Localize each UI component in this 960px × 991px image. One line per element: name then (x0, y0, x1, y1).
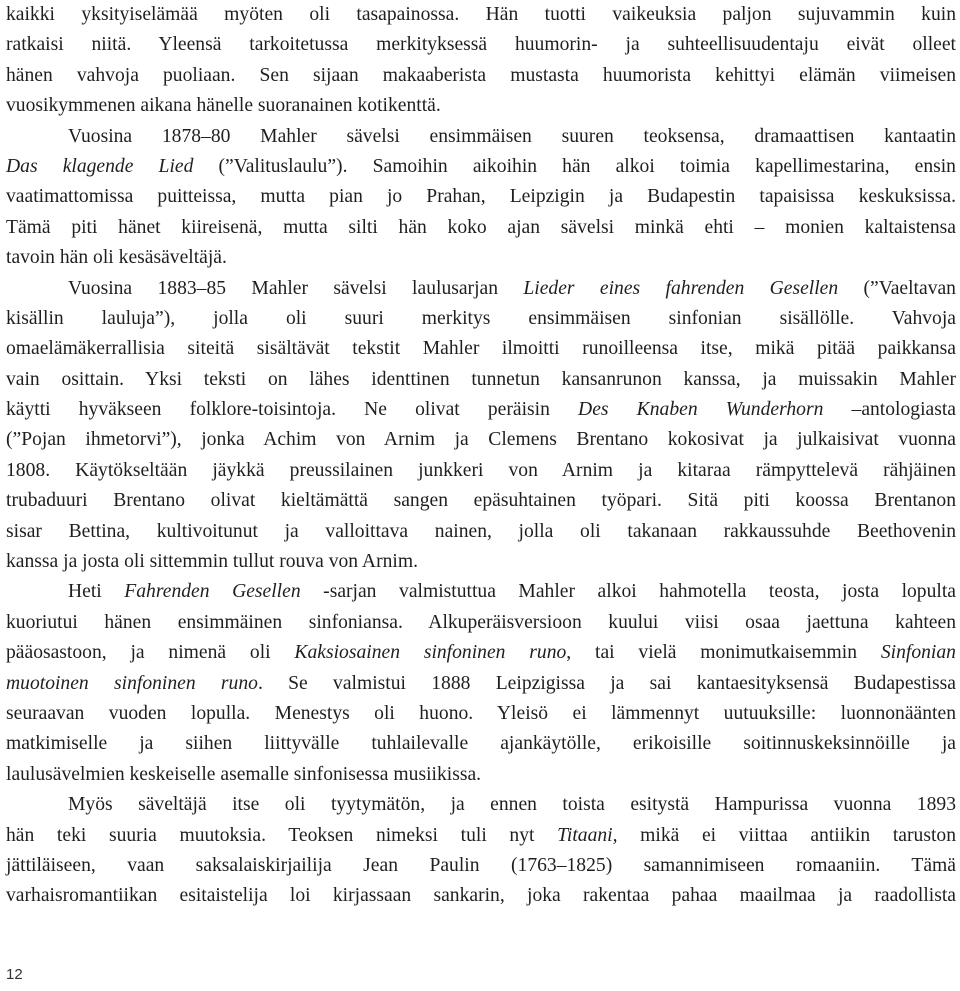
text-segment: vuosikymmenen aikana hänelle suoranainen kotikenttä. (6, 95, 441, 117)
text-segment: ratkaisi niitä. Yleensä tarkoitetussa merkityksessä huumorin- ja suhteellisuudentaju eivät olleet (6, 34, 956, 56)
text-segment: tavoin hän oli kesäsäveltäjä. (6, 247, 227, 269)
body-text (6, 0, 956, 912)
text-line (6, 122, 956, 152)
text-segment: hän teki suuria muutoksia. Teoksen nimeksi tuli nyt (6, 824, 558, 846)
text-segment: hänen vahvoja puoliaan. Sen sijaan makaaberista mustasta huumorista kehittyi elämän viimeisen (6, 64, 956, 86)
text-segment: (”Pojan ihmetorvi”), jonka Achim von Arnim ja Clemens Brentano kokosivat ja julkaisivat vuonna (6, 429, 956, 451)
text-segment: Vuosina 1878–80 Mahler sävelsi ensimmäisen suuren teoksensa, dramaattisen kantaatin (68, 125, 956, 147)
text-line (6, 274, 956, 304)
text-segment: Heti (68, 581, 125, 603)
italic-text: Kaksiosainen sinfoninen runo (294, 642, 567, 664)
text-segment: varhaisromantiikan esitaistelija loi kirjassaan sankarin, joka rakentaa pahaa maailmaa ja raadollista (6, 885, 956, 907)
text-line (6, 790, 956, 820)
text-segment: mikä ei viittaa antiikin taruston (617, 824, 956, 846)
text-line (6, 517, 956, 547)
text-segment: sisar Bettina, kultivoitunut ja valloittava nainen, jolla oli takanaan rakkaussuhde Beethovenin (6, 520, 956, 542)
text-segment: omaelämäkerrallisia siteitä sisältävät tekstit Mahler ilmoitti runoilleensa itse, mikä pitää paikkansa (6, 338, 956, 360)
italic-text: Des Knaben Wunderhorn (578, 399, 824, 421)
text-line (6, 608, 956, 638)
text-segment: kisällin lauluja”), jolla oli suuri merkitys ensimmäisen sinfonian sisällölle. Vahvoja (6, 307, 956, 329)
text-line (6, 638, 956, 668)
text-line (6, 577, 956, 607)
text-segment: trubaduuri Brentano olivat kieltämättä sangen epäsuhtainen työpari. Sitä piti koossa Brentanon (6, 490, 956, 512)
text-line (6, 365, 956, 395)
text-line (6, 486, 956, 516)
text-line (6, 395, 956, 425)
text-segment: . Se valmistui 1888 Leipzigissa ja sai kantaesityksensä Budapestissa (257, 672, 956, 694)
italic-text: Lieder eines fahrenden Gesellen (523, 277, 839, 299)
text-segment: Myös säveltäjä itse oli tyytymätön, ja ennen toista esitystä Hampurissa vuonna 1893 (68, 794, 956, 816)
italic-text: Das klagende Lied (6, 155, 194, 177)
text-line (6, 304, 956, 334)
text-segment: matkimiselle ja siihen liittyvälle tuhlailevalle ajankäytölle, erikoisille soitinnuskeksinnöille ja (6, 733, 956, 755)
document-page (6, 0, 956, 912)
text-line (6, 881, 956, 911)
text-line (6, 91, 956, 121)
text-line (6, 547, 956, 577)
italic-text: muotoinen sinfoninen runo (6, 672, 258, 694)
text-line (6, 760, 956, 790)
text-line (6, 61, 956, 91)
text-segment: pääosastoon, ja nimenä oli (6, 642, 295, 664)
text-line (6, 182, 956, 212)
text-line (6, 334, 956, 364)
text-segment: kuoriutui hänen ensimmäinen sinfoniansa. Alkuperäisversioon kuului viisi osaa jaettuna kahteen (6, 611, 956, 633)
text-segment: laulusävelmien keskeiselle asemalle sinfonisessa musiikissa. (6, 763, 482, 785)
text-segment: 1808. Käytökseltään jäykkä preussilainen junkkeri von Arnim ja kitaraa rämpyttelevä rähjäinen (6, 459, 956, 481)
text-line (6, 243, 956, 273)
italic-text: Titaani, (557, 824, 618, 846)
text-segment: vain osittain. Yksi teksti on lähes identtinen tunnetun kansanrunon kanssa, ja muissakin Mahler (6, 368, 956, 390)
text-line (6, 425, 956, 455)
text-segment: käytti hyväkseen folklore-toisintoja. Ne olivat peräisin (6, 399, 579, 421)
italic-text: Fahrenden Gesellen (124, 581, 301, 603)
text-segment: vaatimattomissa puitteissa, mutta pian jo Prahan, Leipzigin ja Budapestin tapaisissa keskuksissa. (6, 186, 956, 208)
italic-text: Sinfonian (880, 642, 956, 664)
text-segment: kanssa ja josta oli sittemmin tullut rouva von Arnim. (6, 551, 418, 573)
text-segment: jättiläiseen, vaan saksalaiskirjailija Jean Paulin (1763–1825) samannimiseen romaaniin. Tämä (6, 854, 956, 876)
text-segment: (”Valituslaulu”). Samoihin aikoihin hän alkoi toimia kapellimestarina, ensin (193, 155, 956, 177)
text-line (6, 729, 956, 759)
text-line (6, 456, 956, 486)
text-line (6, 669, 956, 699)
text-segment: kaikki yksityiselämää myöten oli tasapainossa. Hän tuotti vaikeuksia paljon sujuvammin kuin (6, 4, 956, 25)
text-line (6, 851, 956, 881)
text-line (6, 213, 956, 243)
text-segment: Tämä piti hänet kiireisenä, mutta silti hän koko ajan sävelsi minkä ehti – monien kaltaistensa (6, 216, 956, 238)
text-segment: –antologiasta (823, 399, 956, 421)
text-line (6, 0, 956, 30)
text-segment: seuraavan vuoden lopulla. Menestys oli huono. Yleisö ei lämmennyt uutuuksille: luonnonäänten (6, 702, 956, 724)
text-segment: (”Vaeltavan (838, 277, 956, 299)
text-segment: , tai vielä monimutkaisemmin (566, 642, 881, 664)
text-segment: -sarjan valmistuttua Mahler alkoi hahmotella teosta, josta lopulta (300, 581, 956, 603)
page-number: 12 (6, 966, 23, 983)
text-line (6, 699, 956, 729)
text-line (6, 821, 956, 851)
text-segment: Vuosina 1883–85 Mahler sävelsi laulusarjan (68, 277, 524, 299)
text-line (6, 152, 956, 182)
text-line (6, 30, 956, 60)
